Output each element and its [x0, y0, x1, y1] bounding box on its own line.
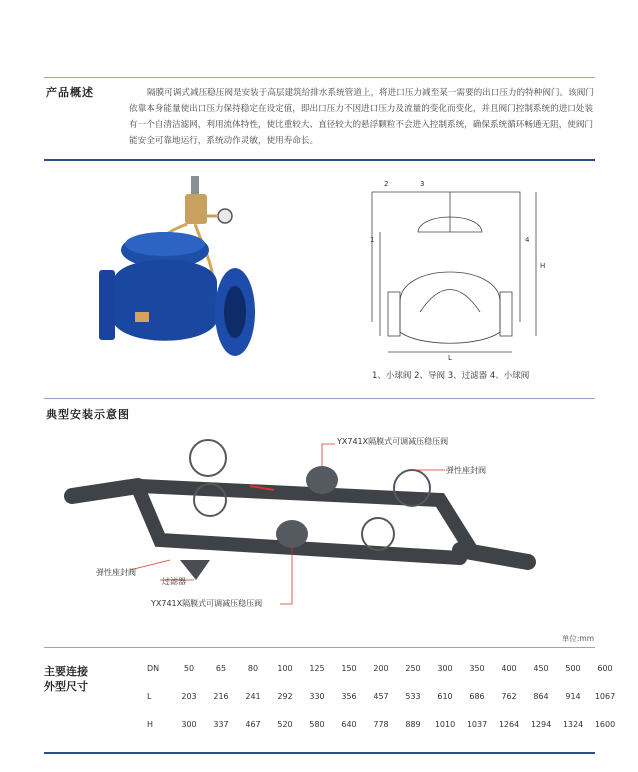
drawing-number-1: 1 — [370, 236, 375, 244]
table-cell: 778 — [373, 719, 389, 729]
table-cell: 864 — [533, 691, 549, 701]
table-cell: 100 — [277, 663, 293, 673]
table-cell: 640 — [341, 719, 357, 729]
callout-line-left — [130, 560, 170, 570]
table-cell: 125 — [309, 663, 325, 673]
table-cell: 350 — [469, 663, 485, 673]
table-cell: 250 — [405, 663, 421, 673]
row-header-dn: DN — [147, 663, 160, 673]
dimensions-rule — [44, 647, 595, 648]
drawing-number-3: 3 — [420, 180, 425, 188]
overview-text: 隔膜可调式减压稳压阀是安装于高层建筑给排水系统管道上，将进口压力减至某一需要的出口压力的特种阀门。该阀门依靠本身能量使出口压力保持稳定在设定值，即出口压力不因进口压力及流量的变化而变化，并且阀门控制系统的进口处装有一个自清洁滤网，利用流体特性，使比重较大、直径较大的悬浮颗粒不会进入控制系统，确保系统循环畅通无阻，使阀门能安全可靠地运行，系统动作灵敏，使用寿命长。 — [129, 88, 594, 146]
installation-title: 典型安装示意图 — [46, 408, 130, 421]
row-header-h: H — [147, 719, 154, 729]
table-cell: 889 — [405, 719, 421, 729]
callout-line-bottom — [280, 548, 292, 604]
table-cell: 914 — [565, 691, 581, 701]
table-cell: 457 — [373, 691, 389, 701]
table-cell: 580 — [309, 719, 325, 729]
table-cell: 241 — [245, 691, 261, 701]
table-cell: 1294 — [530, 719, 552, 729]
installation-diagram — [60, 430, 550, 615]
drawing-number-2: 2 — [384, 180, 389, 188]
table-cell: 330 — [309, 691, 325, 701]
table-cell: 400 — [501, 663, 517, 673]
drawing-outlet-flange — [500, 292, 512, 336]
table-cell: 1600 — [594, 719, 616, 729]
pilot-valve-body — [185, 194, 207, 224]
table-cell: 600 — [597, 663, 613, 673]
prv-valve-upper — [306, 466, 338, 494]
valve-body — [113, 260, 217, 341]
inlet-pipe — [72, 486, 138, 496]
gate-valve-handwheel — [362, 518, 394, 550]
table-cell: 520 — [277, 719, 293, 729]
overview-bottom-rule — [44, 159, 595, 161]
callout-top-valve: YX741X隔膜式可调减压稳压阀 — [337, 437, 449, 446]
overview-title: 产品概述 — [46, 86, 94, 99]
dimension-h-label: H — [540, 262, 546, 270]
drawing-body — [400, 272, 500, 343]
table-cell: 150 — [341, 663, 357, 673]
install-rule — [44, 398, 595, 399]
table-cell: 292 — [277, 691, 293, 701]
table-cell: 686 — [469, 691, 485, 701]
inlet-flange — [99, 270, 115, 340]
bottom-rule — [44, 752, 595, 754]
valve-photo — [95, 172, 265, 372]
table-cell: 216 — [213, 691, 229, 701]
callout-bottom-valve: YX741X隔膜式可调减压稳压阀 — [151, 599, 263, 608]
dimensions-title-line2: 外型尺寸 — [44, 680, 88, 693]
table-cell: 200 — [373, 663, 389, 673]
drawing-number-4: 4 — [525, 236, 530, 244]
table-cell: 65 — [215, 663, 227, 673]
table-cell: 300 — [437, 663, 453, 673]
table-cell: 762 — [501, 691, 517, 701]
pressure-gauge — [218, 209, 232, 223]
table-cell: 1264 — [498, 719, 520, 729]
table-cell: 203 — [181, 691, 197, 701]
dimension-l-label: L — [448, 354, 452, 362]
callout-left-seal: 弹性座封阀 — [96, 568, 136, 577]
table-cell: 80 — [247, 663, 259, 673]
table-cell: 500 — [565, 663, 581, 673]
diagram-caption: 1、小球阀 2、导阀 3、过滤器 4、小球阀 — [372, 371, 530, 381]
dimensions-table — [141, 654, 621, 738]
pilot-loop-line — [372, 192, 520, 322]
dimensions-title — [44, 664, 88, 694]
drawing-inlet-flange — [388, 292, 400, 336]
table-cell: 533 — [405, 691, 421, 701]
callout-right-seal: 弹性座封阀 — [446, 466, 486, 475]
table-cell: 450 — [533, 663, 549, 673]
table-cell: 1010 — [434, 719, 456, 729]
table-cell: 1037 — [466, 719, 488, 729]
table-cell: 1067 — [594, 691, 616, 701]
dimensions-title-line1: 主要连接 — [44, 665, 88, 678]
table-cell: 467 — [245, 719, 261, 729]
table-row — [141, 710, 621, 738]
table-cell: 337 — [213, 719, 229, 729]
table-row — [141, 654, 621, 682]
valve-drawing — [360, 172, 550, 362]
table-cell: 300 — [181, 719, 197, 729]
callout-filter: 过滤器 — [162, 577, 186, 586]
unit-label: 单位:mm — [561, 634, 594, 643]
table-row — [141, 682, 621, 710]
top-rule — [44, 77, 595, 78]
table-cell: 50 — [183, 663, 195, 673]
table-cell: 610 — [437, 691, 453, 701]
callout-line-top — [322, 444, 335, 466]
prv-valve-lower — [276, 520, 308, 548]
table-cell: 356 — [341, 691, 357, 701]
row-header-l: L — [147, 691, 152, 701]
table-cell: 1324 — [562, 719, 584, 729]
gate-valve-handwheel — [190, 440, 226, 476]
